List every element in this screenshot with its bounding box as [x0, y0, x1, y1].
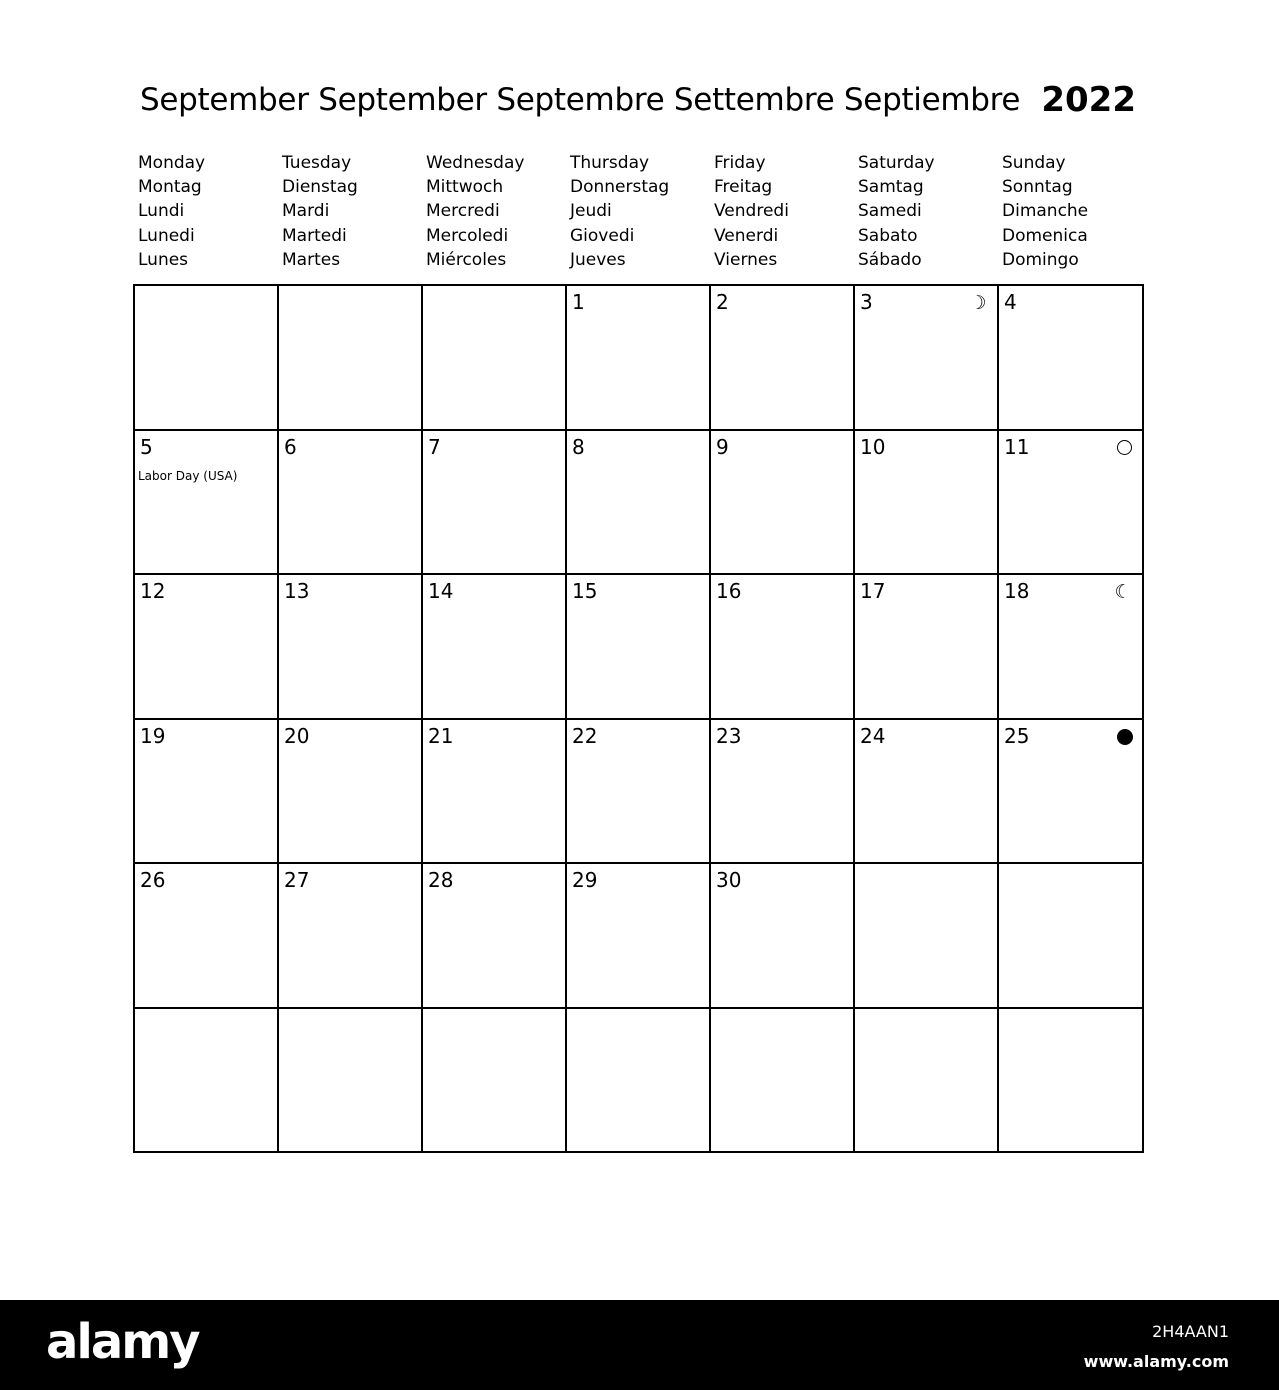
- calendar-day-cell: [423, 575, 567, 720]
- weekday-name: Samtag: [858, 177, 924, 198]
- site-url-label: www.alamy.com: [1083, 1352, 1229, 1371]
- calendar-day-cell: [999, 720, 1142, 865]
- calendar-day-cell: [711, 286, 855, 431]
- weekday-name: Viernes: [714, 249, 778, 270]
- weekday-name: Vendredi: [714, 201, 789, 222]
- weekday-name: Martes: [282, 249, 341, 270]
- day-number: 21: [428, 723, 454, 748]
- weekday-name: Samedi: [858, 201, 922, 222]
- calendar-day-cell: [135, 864, 279, 1009]
- calendar-day-cell: [711, 720, 855, 865]
- day-number: 12: [140, 579, 166, 603]
- day-number: 20: [284, 723, 310, 748]
- weekday-name: Lunes: [138, 249, 189, 270]
- calendar-empty-cell: [567, 1009, 711, 1152]
- weekday-name: Mardi: [282, 201, 330, 222]
- calendar-day-cell: [135, 720, 279, 865]
- calendar-day-cell: [135, 575, 279, 720]
- calendar-day-cell: [279, 720, 423, 865]
- day-number: 4: [1004, 290, 1017, 314]
- day-number: 5: [140, 434, 153, 459]
- calendar-day-cell: [279, 431, 423, 576]
- holiday-label: Labor Day (USA): [138, 468, 238, 483]
- day-number: 25: [1004, 723, 1030, 748]
- day-number: 18: [1004, 579, 1030, 603]
- weekday-name: Giovedi: [570, 225, 635, 246]
- calendar-day-cell: [711, 575, 855, 720]
- day-number: 1: [572, 290, 585, 314]
- weekday-name: Sábado: [858, 249, 922, 270]
- day-number: 7: [428, 434, 441, 459]
- day-number: 22: [572, 723, 598, 748]
- weekday-name: Domingo: [1002, 249, 1079, 270]
- weekday-header-col: [1002, 151, 1142, 272]
- calendar-empty-cell: [135, 1009, 279, 1152]
- day-number: 2: [716, 290, 729, 314]
- calendar-day-cell: [423, 720, 567, 865]
- last-quarter-moon-icon: ☾: [1114, 581, 1132, 603]
- day-number: 13: [284, 579, 310, 603]
- day-number: 19: [140, 723, 166, 748]
- weekday-header-col: [714, 151, 854, 272]
- weekday-name: Sonntag: [1002, 177, 1073, 198]
- calendar-empty-cell: [855, 1009, 999, 1152]
- weekday-name: Dienstag: [282, 177, 358, 198]
- calendar-day-cell: [999, 431, 1142, 576]
- calendar-empty-cell: [423, 286, 567, 431]
- image-id-label: 2H4AAN1: [1152, 1322, 1229, 1341]
- weekday-header-col: [858, 151, 998, 272]
- weekday-header-col: [426, 151, 566, 272]
- calendar-day-cell: [855, 286, 999, 431]
- calendar-day-cell: [711, 864, 855, 1009]
- calendar-day-cell: [567, 864, 711, 1009]
- calendar-empty-cell: [855, 864, 999, 1009]
- calendar-month-title: September September Septembre Settembre Septiembre: [140, 82, 1021, 118]
- calendar-day-cell: [855, 431, 999, 576]
- calendar-day-cell: [999, 286, 1142, 431]
- new-moon-icon: [1117, 729, 1133, 745]
- weekday-name: Friday: [714, 153, 766, 173]
- weekday-name: Saturday: [858, 153, 935, 173]
- weekday-name: Sunday: [1002, 153, 1066, 173]
- weekday-name: Miércoles: [426, 249, 507, 270]
- calendar-day-cell: [423, 864, 567, 1009]
- weekday-header-col: [138, 151, 278, 272]
- day-number: 28: [428, 868, 454, 892]
- calendar-empty-cell: [279, 286, 423, 431]
- day-number: 15: [572, 579, 598, 603]
- day-number: 3: [860, 290, 873, 314]
- weekday-name: Wednesday: [426, 153, 525, 173]
- calendar-empty-cell: [999, 1009, 1142, 1152]
- calendar-day-cell: [711, 431, 855, 576]
- weekday-name: Thursday: [570, 153, 650, 173]
- day-number: 11: [1004, 434, 1030, 459]
- calendar-day-cell: [999, 575, 1142, 720]
- calendar-day-cell: [855, 575, 999, 720]
- day-number: 17: [860, 579, 886, 603]
- day-number: 6: [284, 434, 297, 459]
- weekday-name: Monday: [138, 153, 206, 173]
- calendar-day-cell: [423, 431, 567, 576]
- day-number: 24: [860, 723, 886, 748]
- weekday-name: Tuesday: [282, 153, 352, 173]
- day-number: 27: [284, 868, 310, 892]
- weekday-header-row: [138, 151, 1143, 276]
- calendar-year: 2022: [1041, 80, 1136, 120]
- day-number: 10: [860, 434, 886, 459]
- day-number: 9: [716, 434, 729, 459]
- calendar-empty-cell: [711, 1009, 855, 1152]
- calendar-grid: [133, 284, 1144, 1153]
- day-number: 29: [572, 868, 598, 892]
- day-number: 14: [428, 579, 454, 603]
- weekday-header-col: [570, 151, 710, 272]
- weekday-header-col: [282, 151, 422, 272]
- calendar-day-cell: [135, 431, 279, 576]
- weekday-name: Mittwoch: [426, 177, 504, 198]
- weekday-name: Dimanche: [1002, 201, 1089, 222]
- weekday-name: Mercredi: [426, 201, 500, 222]
- calendar-day-cell: [567, 286, 711, 431]
- watermark-footer: [0, 1300, 1279, 1390]
- weekday-name: Lundi: [138, 201, 185, 222]
- calendar-day-cell: [567, 720, 711, 865]
- weekday-name: Montag: [138, 177, 202, 198]
- weekday-name: Mercoledi: [426, 225, 509, 246]
- weekday-name: Freitag: [714, 177, 773, 198]
- full-moon-icon: [1117, 440, 1132, 455]
- weekday-name: Domenica: [1002, 225, 1088, 246]
- weekday-name: Jueves: [570, 249, 626, 270]
- day-number: 16: [716, 579, 742, 603]
- calendar-day-cell: [855, 720, 999, 865]
- calendar-day-cell: [567, 575, 711, 720]
- weekday-name: Martedi: [282, 225, 347, 246]
- weekday-name: Lunedi: [138, 225, 195, 246]
- day-number: 30: [716, 868, 742, 892]
- calendar-day-cell: [567, 431, 711, 576]
- calendar-empty-cell: [279, 1009, 423, 1152]
- calendar-empty-cell: [999, 864, 1142, 1009]
- weekday-name: Jeudi: [570, 201, 612, 222]
- alamy-logo: alamy: [46, 1314, 199, 1370]
- calendar-empty-cell: [423, 1009, 567, 1152]
- calendar-day-cell: [279, 575, 423, 720]
- day-number: 8: [572, 434, 585, 459]
- day-number: 26: [140, 868, 166, 892]
- calendar-empty-cell: [135, 286, 279, 431]
- weekday-name: Sabato: [858, 225, 918, 246]
- weekday-name: Venerdi: [714, 225, 779, 246]
- day-number: 23: [716, 723, 742, 748]
- weekday-name: Donnerstag: [570, 177, 670, 198]
- first-quarter-moon-icon: ☽: [969, 292, 987, 314]
- calendar-day-cell: [279, 864, 423, 1009]
